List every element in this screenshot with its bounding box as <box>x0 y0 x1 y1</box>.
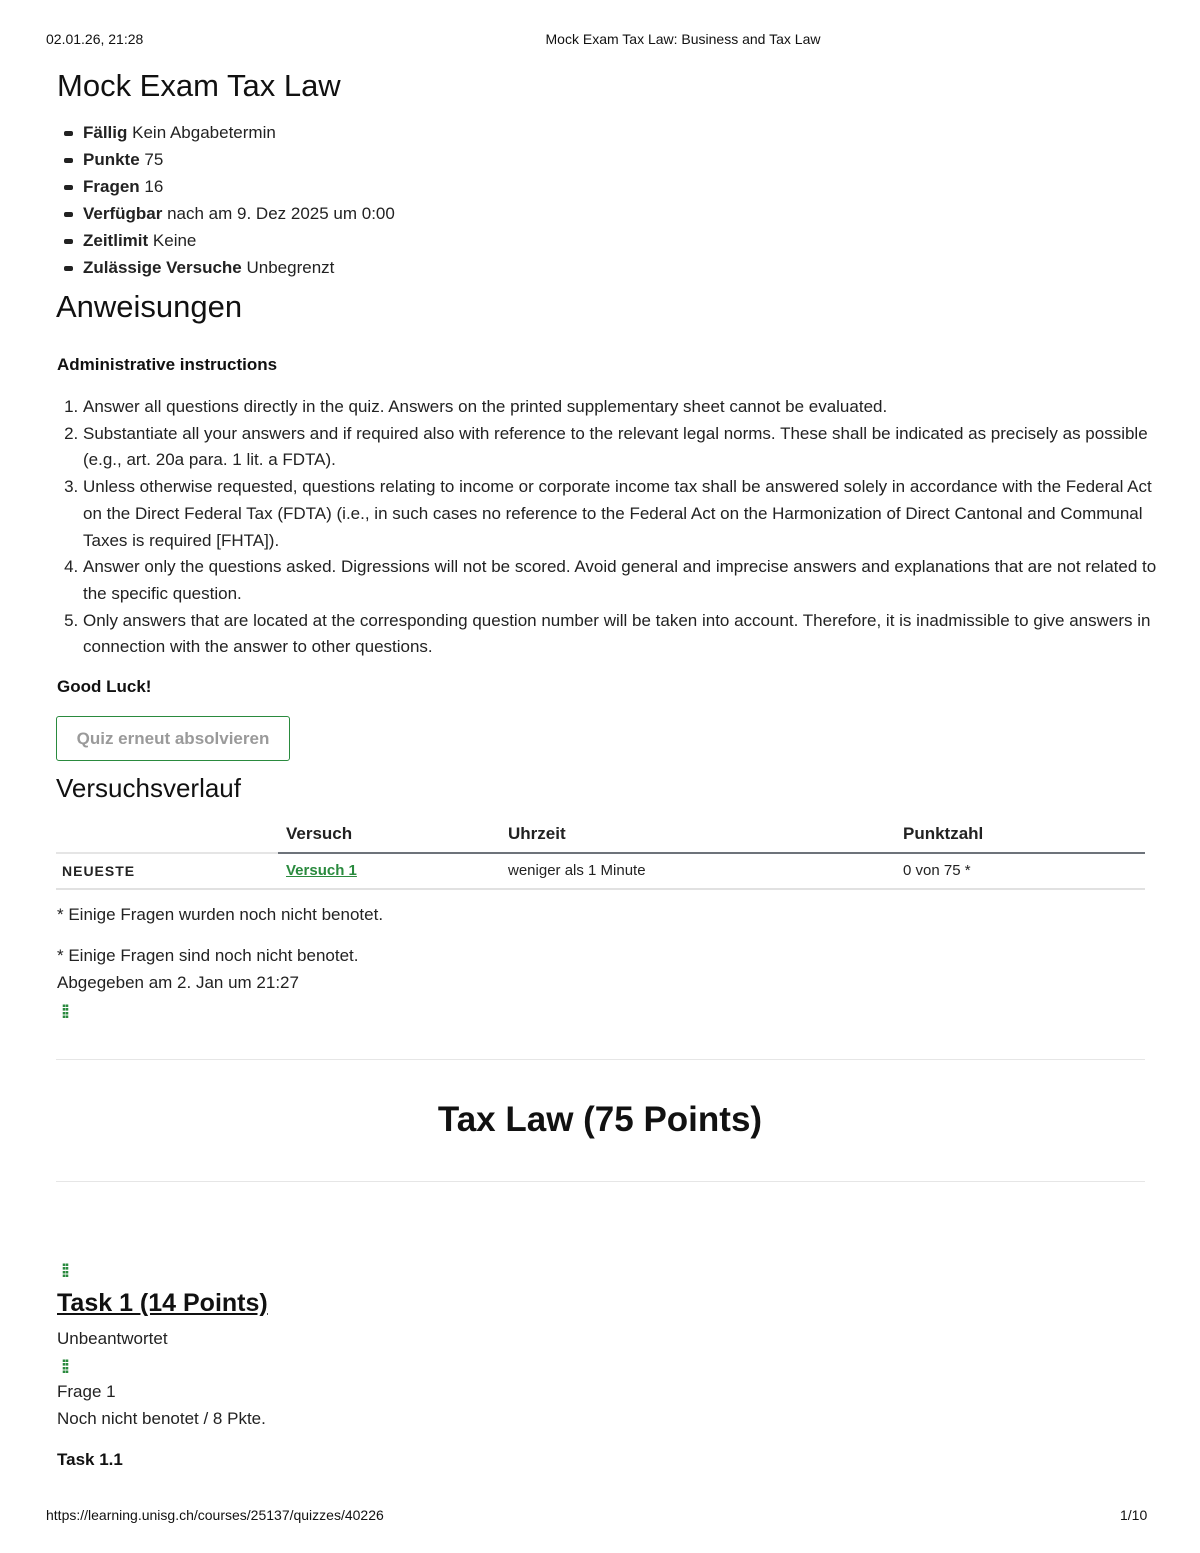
print-url: https://learning.unisg.ch/courses/25137/quizzes/40226 <box>46 1507 384 1523</box>
section-divider <box>56 1059 1145 1060</box>
drag-grip-icon[interactable]: ⁞⁞ <box>61 1261 67 1281</box>
instructions-list <box>57 394 1168 661</box>
retake-quiz-button[interactable]: Quiz erneut absolvieren <box>56 716 290 761</box>
submitted-at: Abgegeben am 2. Jan um 21:27 <box>57 973 299 992</box>
instructions-subheading: Administrative instructions <box>57 355 278 374</box>
table-bottom-divider <box>56 888 1145 890</box>
attempt-score: 0 von 75 * <box>903 862 971 879</box>
detail-points: Punkte 75 <box>83 146 395 173</box>
detail-questions: Fragen 16 <box>83 173 395 200</box>
drag-grip-icon[interactable]: ⁞⁞ <box>61 1002 67 1022</box>
subtask-title: Task 1.1 <box>57 1450 123 1469</box>
question-label: Frage 1 <box>57 1382 116 1401</box>
task-title: Task 1 (14 Points) <box>57 1289 268 1317</box>
col-header-attempt: Versuch <box>286 824 353 843</box>
task-status: Unbeantwortet <box>57 1329 168 1348</box>
detail-due: Fällig Kein Abgabetermin <box>83 119 395 146</box>
attempt-time: weniger als 1 Minute <box>508 862 646 879</box>
print-doc-title: Mock Exam Tax Law: Business and Tax Law <box>545 31 821 47</box>
instruction-item: 3. Unless otherwise requested, questions relating to income or corporate income tax shall be answered solely in accordance with the Federal Act on the Direct Federal Tax (FDTA) (i.e., in such cases no reference to the Federal Act on the Harmonization of Direct Cantonal and Communal Taxes is required [FHTA]). <box>83 474 1168 554</box>
instructions-closing: Good Luck! <box>57 677 152 696</box>
detail-available: Verfügbar nach am 9. Dez 2025 um 0:00 <box>83 200 395 227</box>
instruction-item: 2. Substantiate all your answers and if required also with reference to the relevant legal norms. These shall be indicated as precisely as possible (e.g., art. 20a para. 1 lit. a FDTA). <box>83 421 1168 474</box>
section-title: Tax Law (75 Points) <box>437 1100 763 1139</box>
question-points: Noch nicht benotet / 8 Pkte. <box>57 1409 266 1428</box>
table-divider <box>56 852 278 854</box>
instructions-heading: Anweisungen <box>56 289 243 324</box>
section-divider <box>56 1181 1145 1182</box>
page-title: Mock Exam Tax Law <box>57 68 341 103</box>
instruction-item: 4. Answer only the questions asked. Digressions will not be scored. Avoid general and imprecise answers and explanations that are not related to the specific question. <box>83 554 1168 607</box>
history-heading: Versuchsverlauf <box>56 773 241 803</box>
table-header-divider <box>278 852 1145 854</box>
ungraded-note: * Einige Fragen sind noch nicht benotet. <box>57 946 359 965</box>
detail-allowed-attempts: Zulässige Versuche Unbegrenzt <box>83 254 395 281</box>
col-header-score: Punktzahl <box>903 824 984 843</box>
detail-time-limit: Zeitlimit Keine <box>83 227 395 254</box>
print-page-number: 1/10 <box>1120 1507 1148 1523</box>
print-datetime: 02.01.26, 21:28 <box>46 31 144 47</box>
history-footnote: * Einige Fragen wurden noch nicht benotet. <box>57 905 384 924</box>
instruction-item: 1. Answer all questions directly in the quiz. Answers on the printed supplementary sheet cannot be evaluated. <box>83 394 1168 421</box>
instruction-item: 5. Only answers that are located at the corresponding question number will be taken into account. Therefore, it is inadmissible to give answers in connection with the answer to other questions. <box>83 608 1168 661</box>
latest-tag: NEUESTE <box>62 863 136 879</box>
col-header-time: Uhrzeit <box>508 824 566 843</box>
quiz-details-list <box>57 119 395 281</box>
attempt-link[interactable]: Versuch 1 <box>286 862 357 879</box>
drag-grip-icon[interactable]: ⁞⁞ <box>61 1357 67 1377</box>
